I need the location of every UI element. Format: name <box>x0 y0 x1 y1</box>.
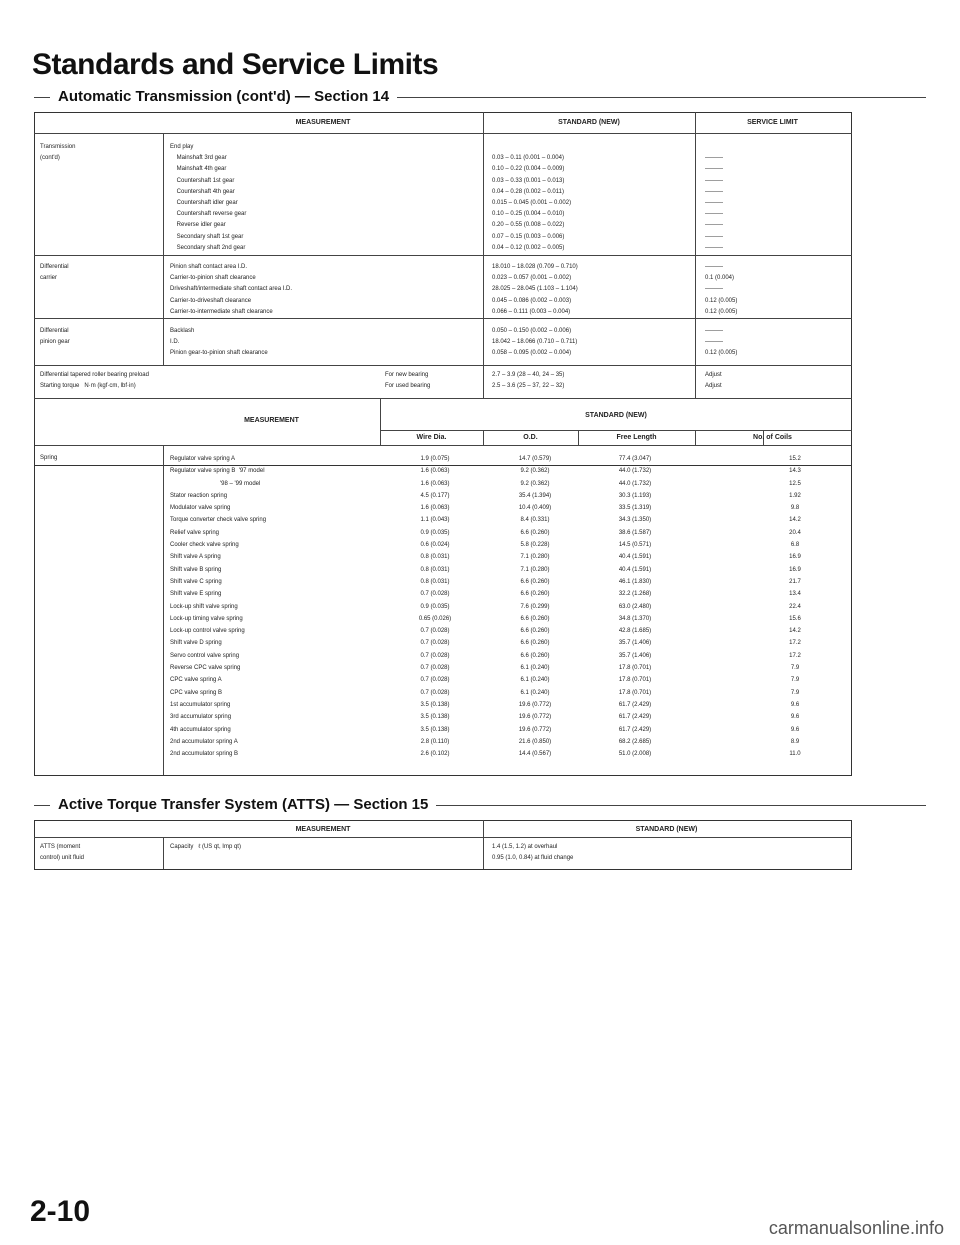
watermark: carmanualsonline.info <box>768 1218 944 1238</box>
service-limit-header: SERVICE LIMIT <box>747 119 798 126</box>
spring-names: Regulator valve spring A Regulator valve spring B '97 model '98 – '99 model Stator reaction spring Modulator valve spring Torque converter check valve spring Relief valve spring Cooler check valve spring Shift valve A spring Shift valve B spring Shift valve C spring Shift valve E spring Lock-up shift valve spring Lock-up timing valve spring Lock-up control valve spring Shift valve D spring Servo control valve spring Reverse CPC valve spring CPC valve spring A CPC valve spring B 1st accumulator spring 3rd accumulator spring 4th accumulator spring 2nd accumulator spring A 2nd accumulator spring B <box>170 456 267 758</box>
pinion-service: ——— ——— 0.12 (0.005) <box>705 328 738 357</box>
preload-condition: For new bearing For used bearing <box>385 372 431 390</box>
atts-measurement-header: MEASUREMENT <box>295 826 351 833</box>
pinion-items: Backlash I.D. Pinion gear-to-pinion shaft clearance <box>170 328 268 357</box>
group-label-transmission: Transmission (cont'd) <box>40 144 76 162</box>
end-play-service: ——— ——— ——— ——— ——— ——— ——— ——— ——— <box>705 155 723 251</box>
group-label-spring: Spring <box>40 455 58 461</box>
spring-od: 14.7 (0.579) 9.2 (0.362) 9.2 (0.362) 35.4 (1.394) 10.4 (0.409) 8.4 (0.331) 6.6 (0.260) 5.8 (0.228) 7.1 (0.280) 7.1 (0.280) 6.6 (0.260) 6.6 (0.260) 7.6 (0.299) 6.6 (0.260) 6.6 (0.260) 6.6 (0.260) 6.6 (0.260) 6.1 (0.240) 6.1 (0.240) 6.1 (0.240) 19.6 (0.772) 19.6 (0.772) 19.6 (0.772) 21.6 (0.850) 14.4 (0.567) <box>518 456 552 758</box>
end-play-items: End play Mainshaft 3rd gear Mainshaft 4th gear Countershaft 1st gear Countershaft 4th gear Countershaft idler gear Countershaft reverse gear Reverse idler gear Secondary shaft 1st gear Secondary shaft 2nd gear <box>170 144 247 251</box>
group-label-differential-carrier: Differential carrier <box>40 264 69 282</box>
spring-wire-dia: 1.9 (0.075) 1.6 (0.063) 1.6 (0.063) 4.5 (0.177) 1.6 (0.063) 1.1 (0.043) 0.9 (0.035) 0.6 (0.024) 0.8 (0.031) 0.8 (0.031) 0.8 (0.031) 0.7 (0.028) 0.9 (0.035) 0.65 (0.026) 0.7 (0.028) 0.7 (0.028) 0.7 (0.028) 0.7 (0.028) 0.7 (0.028) 0.7 (0.028) 3.5 (0.138) 3.5 (0.138) 3.5 (0.138) 2.8 (0.110) 2.6 (0.102) <box>418 456 452 758</box>
preload-label: Differential tapered roller bearing preload Starting torque N·m (kgf·cm, lbf·in) <box>40 372 149 390</box>
table-row-divider <box>34 255 852 256</box>
od-header: O.D. <box>523 434 538 441</box>
standard-header: STANDARD (NEW) <box>558 119 620 126</box>
section-heading-automatic-transmission: Automatic Transmission (cont'd) — Section 14 <box>50 88 397 105</box>
section-heading-atts: Active Torque Transfer System (ATTS) — Section 15 <box>50 796 436 813</box>
table-row-divider <box>34 837 852 838</box>
atts-label: ATTS (moment control) unit fluid <box>40 844 85 862</box>
page-title: Standards and Service Limits <box>32 48 439 81</box>
atts-standard-header: STANDARD (NEW) <box>635 826 698 833</box>
preload-service: Adjust Adjust <box>705 372 722 390</box>
coils-header: No. of Coils <box>753 434 792 441</box>
carrier-service: ——— 0.1 (0.004) ——— 0.12 (0.005) 0.12 (0.005) <box>705 264 738 315</box>
table-col-divider <box>695 112 696 398</box>
end-play-standard: 0.03 – 0.11 (0.001 – 0.004) 0.10 – 0.22 (0.004 – 0.009) 0.03 – 0.33 (0.001 – 0.013) 0.04 – 0.28 (0.002 – 0.011) 0.015 – 0.045 (0.001 – 0.002) 0.10 – 0.25 (0.004 – 0.010) 0.20 – 0.55 (0.008 – 0.022) 0.07 – 0.15 (0.003 – 0.006) 0.04 – 0.12 (0.002 – 0.005) <box>492 155 572 251</box>
measurement-header: MEASUREMENT <box>295 119 351 126</box>
table-col-divider <box>163 133 164 365</box>
table-row-divider <box>34 398 852 399</box>
spring-coils: 15.2 14.3 12.5 1.92 9.8 14.2 20.4 6.8 16.9 16.9 21.7 13.4 22.4 15.6 14.2 17.2 17.2 7.9 7.9 7.9 9.6 9.6 9.6 8.9 11.0 <box>789 456 801 758</box>
wire-dia-header: Wire Dia. <box>416 434 447 441</box>
atts-capacity-item: Capacity ℓ (US qt, Imp qt) <box>170 844 241 850</box>
spring-measurement-header: MEASUREMENT <box>244 417 299 424</box>
preload-standard: 2.7 – 3.9 (28 – 40, 24 – 35) 2.5 – 3.6 (25 – 37, 22 – 32) <box>492 372 565 390</box>
table-row-divider <box>34 133 852 134</box>
pinion-standard: 0.050 – 0.150 (0.002 – 0.006) 18.042 – 18.066 (0.710 – 0.711) 0.058 – 0.095 (0.002 – 0.004) <box>492 328 578 357</box>
spring-standard-header: STANDARD (NEW) <box>585 412 647 419</box>
carrier-items: Pinion shaft contact area I.D. Carrier-to-pinion shaft clearance Driveshaft/intermediate shaft contact area I.D. Carrier-to-driveshaft clearance Carrier-to-intermediate shaft clearance <box>170 264 293 315</box>
page-number: 2-10 <box>30 1195 91 1228</box>
table-row-divider <box>380 430 852 431</box>
group-label-pinion-gear: Differential pinion gear <box>40 328 70 346</box>
table-col-divider <box>483 112 484 398</box>
table-row-divider <box>34 365 852 366</box>
table-col-divider <box>163 837 164 869</box>
table-row-divider <box>34 318 852 319</box>
spring-free-length: 77.4 (3.047) 44.0 (1.732) 44.0 (1.732) 30.3 (1.193) 33.5 (1.319) 34.3 (1.350) 38.6 (1.587) 14.5 (0.571) 40.4 (1.591) 40.4 (1.591) 46.1 (1.830) 32.2 (1.268) 63.0 (2.480) 34.8 (1.370) 42.8 (1.685) 35.7 (1.406) 35.7 (1.406) 17.8 (0.701) 17.8 (0.701) 17.8 (0.701) 61.7 (2.429) 61.7 (2.429) 61.7 (2.429) 68.2 (2.685) 51.0 (2.008) <box>618 456 652 758</box>
free-length-header: Free Length <box>616 434 657 441</box>
carrier-standard: 18.010 – 18.028 (0.709 – 0.710) 0.023 – 0.057 (0.001 – 0.002) 28.025 – 28.045 (1.103 – 1.104) 0.045 – 0.086 (0.002 – 0.003) 0.066 – 0.111 (0.003 – 0.004) <box>492 264 578 315</box>
atts-capacity-standard: 1.4 (1.5, 1.2) at overhaul 0.95 (1.0, 0.84) at fluid change <box>492 844 574 862</box>
